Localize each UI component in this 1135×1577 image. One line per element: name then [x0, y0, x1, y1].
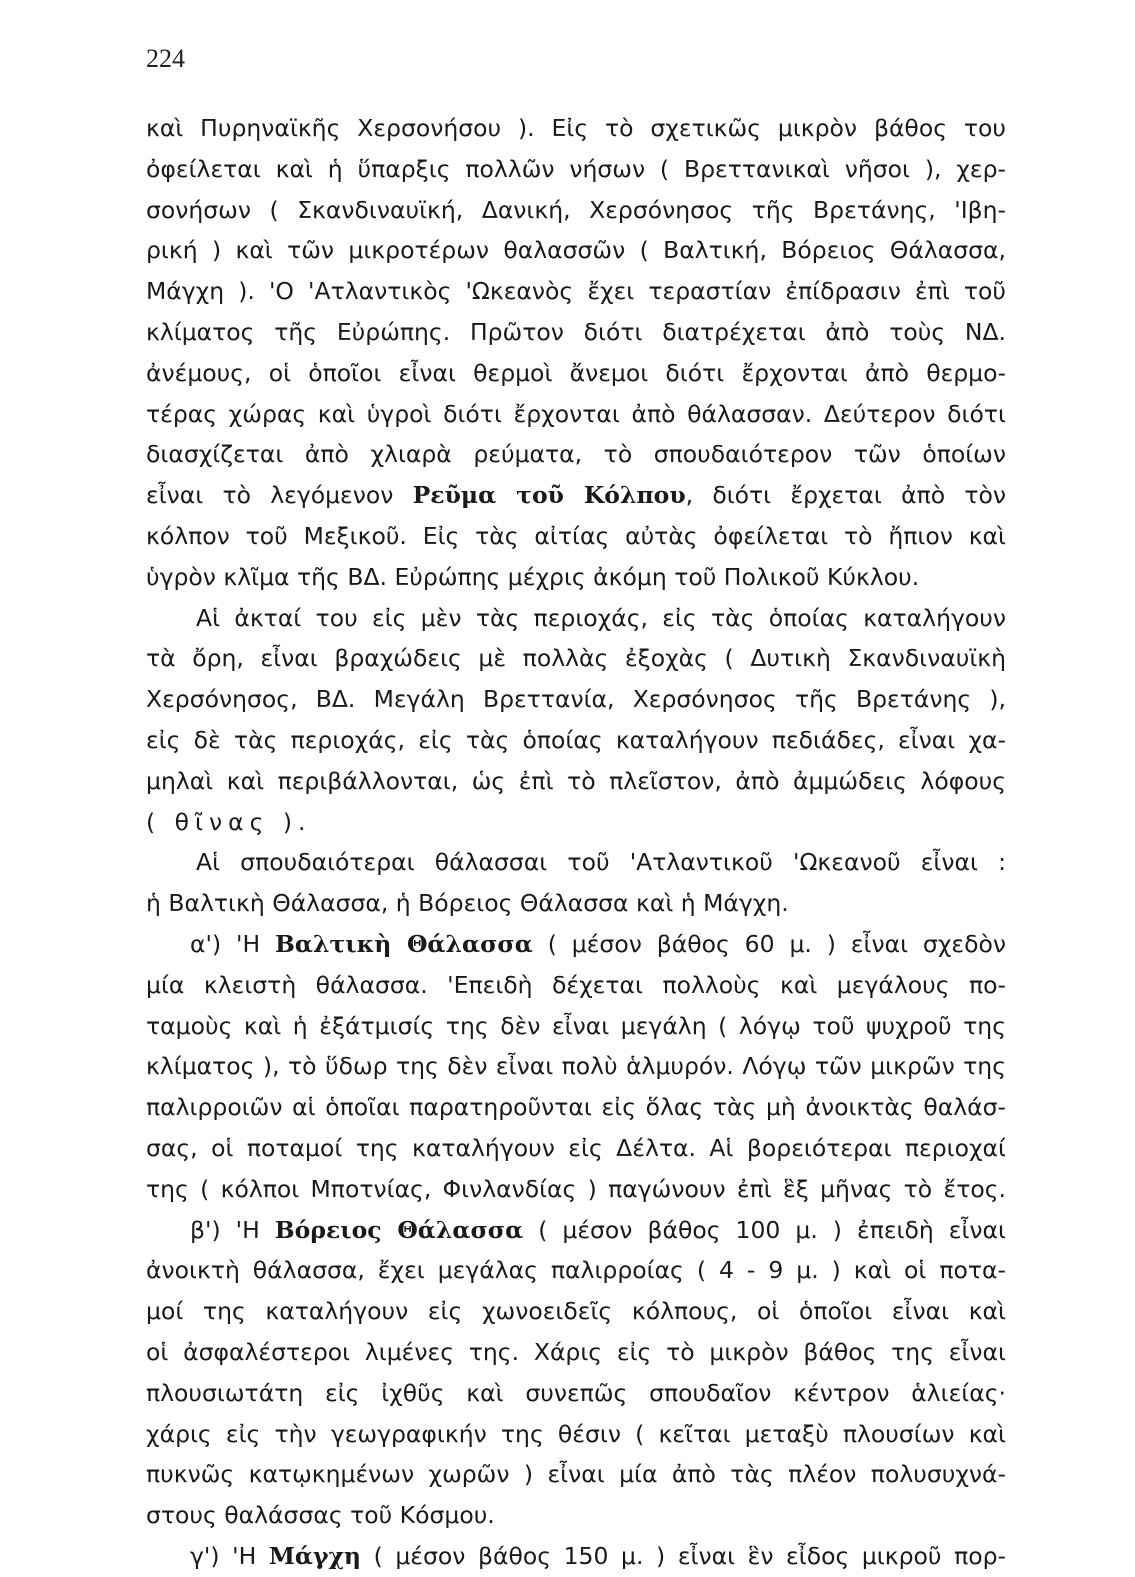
text-line [146, 1291, 1006, 1332]
text-line [146, 1414, 1006, 1455]
text-line [146, 1536, 1006, 1577]
text-line [146, 1332, 1006, 1373]
line-text: ( μέσον βάθος 60 μ. ) εἶναι σχεδὸν [532, 929, 1006, 958]
text-line [146, 1210, 1006, 1251]
text-line [146, 271, 1006, 312]
text-line [146, 353, 1006, 394]
line-text: μία κλειστὴ θάλασσα. 'Επειδὴ δέχεται πολλοὺς καὶ μεγάλους πο- [146, 970, 1006, 999]
line-text: ταμοὺς καὶ ἡ ἐξάτμισίς της δὲν εἶναι μεγάλη ( λόγῳ τοῦ ψυχροῦ της [146, 1011, 1006, 1040]
line-text: ὀφείλεται καὶ ἡ ὕπαρξις πολλῶν νήσων ( Βρεττανικαὶ νῆσοι ), χερ- [146, 154, 1006, 183]
line-text: β') 'Η [190, 1215, 275, 1244]
line-text: ( μέσον βάθος 100 μ. ) ἐπειδὴ εἶναι [523, 1215, 1007, 1244]
text-line [146, 802, 1006, 843]
line-text: Μάγχη ). 'Ο 'Ατλαντικὸς 'Ωκεανὸς ἔχει τεραστίαν ἐπίδρασιν ἐπὶ τοῦ [146, 277, 1006, 306]
line-text: Αἱ σπουδαιότεραι θάλασσαι τοῦ 'Ατλαντικοῦ 'Ωκεανοῦ εἶναι : [196, 848, 1006, 877]
text-line [146, 1373, 1006, 1414]
line-text: α') 'Η [190, 929, 276, 958]
text-line [146, 108, 1006, 149]
text-line [146, 149, 1006, 190]
text-line [146, 312, 1006, 353]
line-text: , διότι ἔρχεται ἀπὸ τὸν [685, 481, 1006, 510]
text-line [146, 965, 1006, 1006]
line-text: κόλπον τοῦ Μεξικοῦ. Εἰς τὰς αἰτίας αὐτὰς ὀφείλεται τὸ ἤπιον καὶ [146, 521, 1006, 550]
bold-term: Βόρειος Θάλασσα [274, 1215, 524, 1244]
text-line [146, 1454, 1006, 1495]
body-text [146, 108, 1006, 1577]
line-text: ἀνέμους, οἱ ὁποῖοι εἶναι θερμοὶ ἄνεμοι διότι ἔρχονται ἀπὸ θερμο- [146, 358, 1006, 387]
line-text: ἀνοικτὴ θάλασσα, ἔχει μεγάλας παλιρροίας ( 4 - 9 μ. ) καὶ οἱ ποτα- [146, 1256, 1006, 1285]
line-text: χάρις εἰς τὴν γεωγραφικήν της θέσιν ( κεῖται μεταξὺ πλουσίων καὶ [146, 1419, 1006, 1448]
line-text: στους θαλάσσας τοῦ Κόσμου. [146, 1501, 495, 1530]
text-line [146, 598, 1006, 639]
page-number: 224 [146, 44, 185, 73]
line-text: διασχίζεται ἀπὸ χλιαρὰ ρεύματα, τὸ σπουδαιότερον τῶν ὁποίων [146, 440, 1006, 469]
line-text: Χερσόνησος, ΒΔ. Μεγάλη Βρεττανία, Χερσόνησος τῆς Βρετάνης ), [146, 685, 1006, 714]
line-text: κλίματος τῆς Εὐρώπης. Πρῶτον διότι διατρέχεται ἀπὸ τοὺς ΝΔ. [146, 317, 1006, 346]
bold-term: Μάγχη [268, 1541, 361, 1570]
text-line [146, 190, 1006, 231]
bold-term: Ρεῦμα τοῦ Κόλπου [412, 481, 686, 510]
text-line [146, 842, 1006, 883]
text-line [146, 1250, 1006, 1291]
line-text: καὶ Πυρηναϊκῆς Χερσονήσου ). Εἰς τὸ σχετικῶς μικρὸν βάθος του [146, 114, 1006, 142]
line-text: οἱ ἀσφαλέστεροι λιμένες της. Χάρις εἰς τὸ μικρὸν βάθος της εἶναι [146, 1337, 1006, 1366]
line-text: της ( κόλποι Μποτνίας, Φινλανδίας ) παγώνουν ἐπὶ ἓξ μῆνας τὸ ἔτος. [146, 1174, 1006, 1203]
text-line [146, 1006, 1006, 1047]
text-line [146, 1128, 1006, 1169]
line-text: σας, οἱ ποταμοί της καταλήγουν εἰς Δέλτα. Αἱ βορειότεραι περιοχαί [146, 1133, 1006, 1162]
text-line [146, 230, 1006, 271]
text-line [146, 475, 1006, 516]
line-text: εἶναι τὸ λεγόμενον [146, 481, 413, 510]
text-line [146, 1087, 1006, 1128]
text-line [146, 883, 1006, 924]
line-text: εἰς δὲ τὰς περιοχάς, εἰς τὰς ὁποίας καταλήγουν πεδιάδες, εἶναι χα- [146, 725, 1006, 754]
line-text: κλίματος ), τὸ ὕδωρ της δὲν εἶναι πολὺ ἁλμυρόν. Λόγῳ τῶν μικρῶν της [146, 1052, 1006, 1081]
line-text: ρική ) καὶ τῶν μικροτέρων θαλασσῶν ( Βαλτική, Βόρειος Θάλασσα, [146, 236, 1006, 265]
text-line [146, 720, 1006, 761]
line-text: πλουσιωτάτη εἰς ἰχθῦς καὶ συνεπῶς σπουδαῖον κέντρον ἁλιείας· [146, 1378, 1006, 1407]
text-line [146, 394, 1006, 435]
text-line [146, 1495, 1006, 1536]
line-text: παλιρροιῶν αἱ ὁποῖαι παρατηροῦνται εἰς ὅλας τὰς μὴ ἀνοικτὰς θαλάσ- [146, 1093, 1006, 1122]
text-line [146, 434, 1006, 475]
line-text: ἡ Βαλτικὴ Θάλασσα, ἡ Βόρειος Θάλασσα καὶ ἡ Μάγχη. [146, 889, 789, 918]
line-text: ( μέσον βάθος 150 μ. ) εἶναι ἓν εἶδος μικροῦ πορ- [361, 1541, 1006, 1570]
line-text: Αἱ ἀκταί του εἰς μὲν τὰς περιοχάς, εἰς τὰς ὁποίας καταλήγουν [196, 603, 1006, 632]
line-text: μοί της καταλήγουν εἰς χωνοειδεῖς κόλπους, οἱ ὁποῖοι εἶναι καὶ [146, 1297, 1006, 1326]
text-line [146, 761, 1006, 802]
bold-term: Βαλτικὴ Θάλασσα [275, 929, 533, 958]
line-text: τέρας χώρας καὶ ὑγροὶ διότι ἔρχονται ἀπὸ θάλασσαν. Δεύτερον διότι [146, 399, 1006, 428]
line-text: ( θῖνας ). [146, 807, 312, 836]
line-text: γ') 'Η [190, 1541, 269, 1570]
text-line [146, 516, 1006, 557]
text-line [146, 679, 1006, 720]
line-text: σονήσων ( Σκανδιναυϊκή, Δανική, Χερσόνησος τῆς Βρετάνης, 'Ιβη- [146, 195, 1006, 224]
text-line [146, 638, 1006, 679]
text-line [146, 1046, 1006, 1087]
line-text: ὑγρὸν κλῖμα τῆς ΒΔ. Εὐρώπης μέχρις ἀκόμη τοῦ Πολικοῦ Κύκλου. [146, 562, 920, 591]
text-line [146, 557, 1006, 598]
text-line [146, 1169, 1006, 1210]
line-text: πυκνῶς κατῳκημένων χωρῶν ) εἶναι μία ἀπὸ τὰς πλέον πολυσυχνά- [146, 1460, 1006, 1489]
line-text: μηλαὶ καὶ περιβάλλονται, ὡς ἐπὶ τὸ πλεῖστον, ἀπὸ ἀμμώδεις λόφους [146, 766, 1006, 795]
text-line [146, 924, 1006, 965]
line-text: τὰ ὄρη, εἶναι βραχώδεις μὲ πολλὰς ἐξοχὰς ( Δυτικὴ Σκανδιναυϊκὴ [146, 644, 1006, 673]
